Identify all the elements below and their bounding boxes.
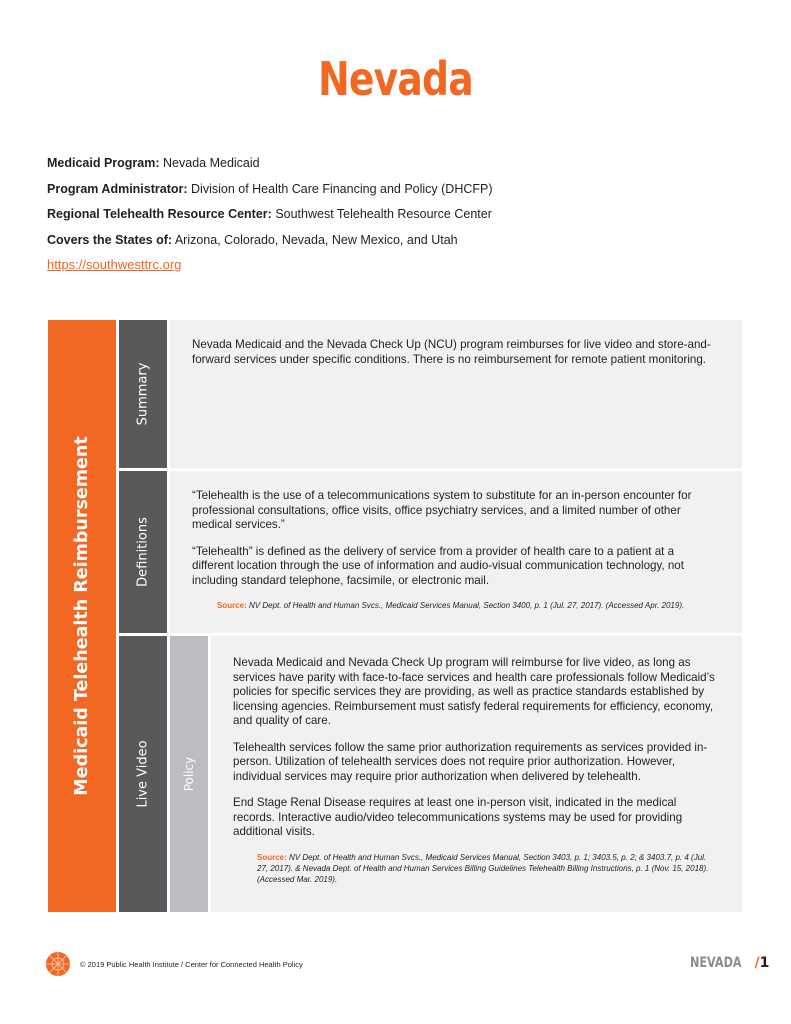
medicaid-program-value: Nevada Medicaid	[163, 156, 260, 170]
medicaid-program-label: Medicaid Program:	[47, 156, 160, 170]
copyright-text: © 2019 Public Health Institute / Center for Connected Health Policy	[80, 960, 303, 969]
page-number: 1	[759, 955, 770, 971]
administrator-value: Division of Health Care Financing and Policy (DHCFP)	[191, 181, 493, 196]
administrator-line	[47, 182, 493, 208]
administrator-label: Program Administrator:	[47, 181, 188, 196]
definitions-source-text: NV Dept. of Health and Human Svcs., Medicaid Services Manual, Section 3400, p. 1 (Jul. 27, 2017). (Accessed Apr. 2019).	[249, 601, 685, 610]
live-video-para-3: End Stage Renal Disease requires at least one in-person visit, indicated in the medical records. Interactive audio/video telecommunications systems may be used for providing additional visits.	[233, 796, 683, 838]
summary-label: Summary	[135, 362, 151, 426]
covers-states-label: Covers the States of:	[47, 232, 173, 247]
live-video-content	[211, 636, 742, 912]
covers-states-line	[47, 233, 493, 259]
link-line	[47, 258, 493, 284]
definitions-label-cell	[119, 471, 167, 633]
reimbursement-table	[48, 318, 742, 912]
definitions-source	[192, 600, 714, 611]
live-video-label: Live Video	[135, 740, 151, 808]
live-video-para-1: Nevada Medicaid and Nevada Check Up program will reimburse for live video, as long as services have parity with face-to-face services and health care professionals follow Medicaid’s policies for specific services they are providing, as well as practice standards established by licensing agencies. Reimbursement must satisfy federal requirements for efficiency, economy, and quality of care.	[233, 656, 715, 727]
page-state-name: NEVADA	[690, 955, 742, 971]
covers-states-value: Arizona, Colorado, Nevada, New Mexico, and Utah	[174, 232, 458, 247]
live-video-source-label: Source:	[257, 852, 287, 862]
definitions-content	[170, 471, 742, 633]
policy-label-cell	[170, 636, 208, 912]
medicaid-program-line	[47, 156, 493, 182]
summary-text: Nevada Medicaid and the Nevada Check Up (NCU) program reimburses for live video and store-and-forward services under specific conditions. There is no reimbursement for remote patient monitoring.	[192, 338, 711, 366]
resource-center-value: Southwest Telehealth Resource Center	[275, 207, 492, 221]
summary-content	[170, 320, 742, 468]
organization-logo-icon	[46, 952, 70, 976]
definitions-label: Definitions	[135, 517, 151, 587]
page-title: Nevada	[318, 52, 473, 106]
summary-label-cell	[119, 320, 167, 468]
resource-center-label: Regional Telehealth Resource Center:	[47, 207, 272, 221]
program-info	[47, 156, 493, 284]
live-video-source-text: NV Dept. of Health and Human Svcs., Medicaid Services Manual, Section 3403, p. 1; 3403.5, p. 2; & 3403.7, p. 4 (Jul. 27, 2017). & Nevada Dept. of Health and Human Services Billing Guidelines Telehealth Billing Instructions, p. 1 (Nov. 15, 2018). (Accessed Mar. 2019).	[257, 852, 709, 884]
live-video-label-cell	[119, 636, 167, 912]
definitions-source-label: Source:	[217, 601, 247, 610]
main-category-label: Medicaid Telehealth Reimbursement	[72, 436, 92, 796]
resource-center-line	[47, 207, 493, 233]
page-slash: /	[754, 955, 760, 971]
definitions-para-1: “Telehealth is the use of a telecommunications system to substitute for an in-person encounter for professional consultations, office visits, office psychiatry services, and a limited number of other medical services.”	[192, 489, 692, 531]
live-video-para-2: Telehealth services follow the same prior authorization requirements as services provided in-person. Utilization of telehealth services does not require prior authorization. However, individual services may require prior authorization when delivered by telehealth.	[233, 740, 708, 783]
resource-center-link[interactable]: https://southwesttrc.org	[47, 257, 182, 272]
page-label	[690, 955, 769, 971]
main-category-cell	[48, 320, 116, 912]
live-video-source	[233, 852, 716, 885]
definitions-para-2: “Telehealth” is defined as the delivery of service from a provider of health care to a patient at a different location through the use of information and audio-visual communication technology, not including standard telephone, facsimile, or electronic mail.	[192, 544, 684, 587]
policy-label: Policy	[182, 756, 196, 792]
